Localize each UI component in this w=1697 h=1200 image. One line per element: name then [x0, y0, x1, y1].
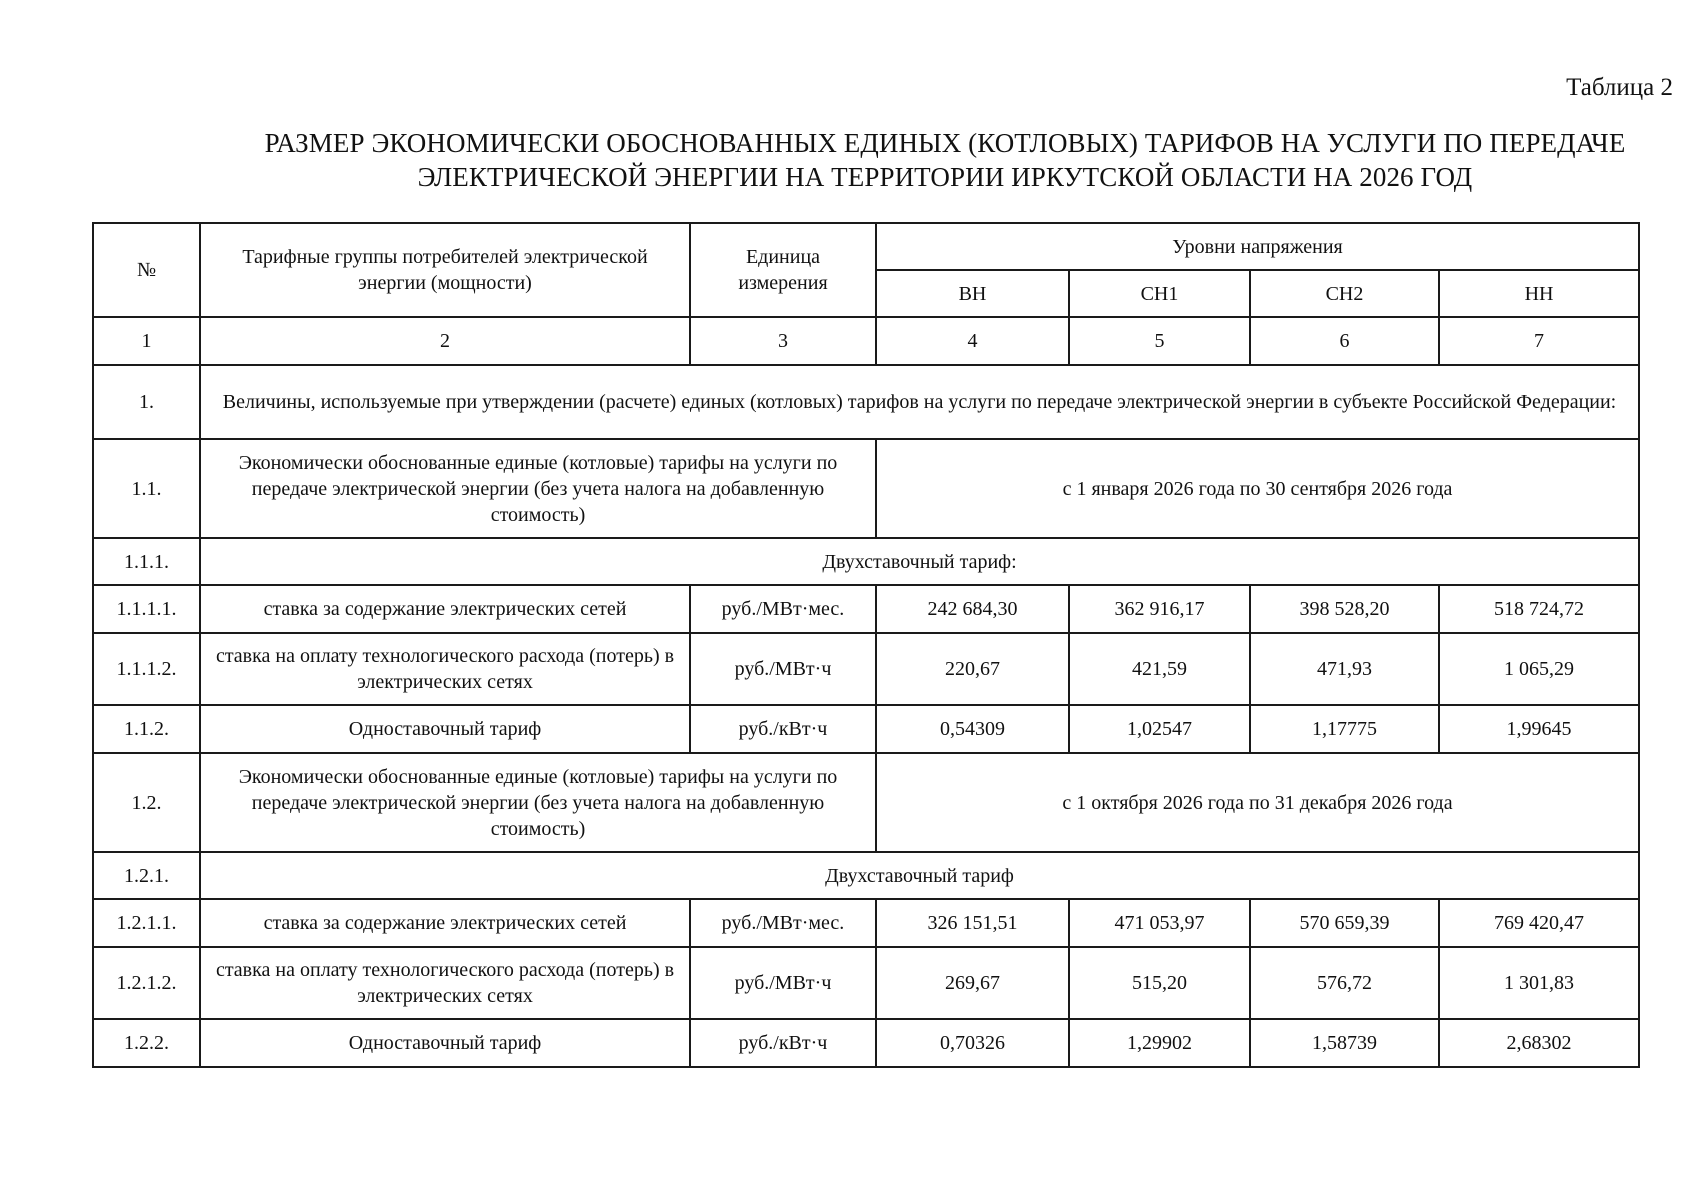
header-vn: ВН	[876, 270, 1069, 317]
document-title-line-2: ЭЛЕКТРИЧЕСКОЙ ЭНЕРГИИ НА ТЕРРИТОРИИ ИРКУТСКОЙ ОБЛАСТИ НА 2026 ГОД	[417, 162, 1473, 192]
value-nn: 2,68302	[1439, 1019, 1639, 1067]
value-sn2: 1,58739	[1250, 1019, 1439, 1067]
value-nn: 769 420,47	[1439, 899, 1639, 947]
column-number: 1	[93, 317, 200, 365]
value-sn2: 576,72	[1250, 947, 1439, 1019]
value-nn: 1,99645	[1439, 705, 1639, 753]
header-sn2: СН2	[1250, 270, 1439, 317]
row-num: 1.2.1.2.	[93, 947, 200, 1019]
table-row	[93, 705, 1639, 753]
column-number: 3	[690, 317, 876, 365]
period-num: 1.2.	[93, 753, 200, 852]
period-row	[93, 753, 1639, 852]
tariff-table	[92, 222, 1640, 1068]
two-rate-row	[93, 538, 1639, 585]
table-row	[93, 899, 1639, 947]
table-label: Таблица 2	[1566, 74, 1673, 101]
column-number: 4	[876, 317, 1069, 365]
row-num: 1.2.1.1.	[93, 899, 200, 947]
row-unit: руб./кВт·ч	[690, 705, 876, 753]
row-name: ставка на оплату технологического расхода (потерь) в электрических сетях	[200, 947, 690, 1019]
row-name: Одноставочный тариф	[200, 1019, 690, 1067]
value-vn: 220,67	[876, 633, 1069, 705]
table-row	[93, 585, 1639, 633]
row-name: ставка за содержание электрических сетей	[200, 899, 690, 947]
period-description: Экономически обоснованные единые (котловые) тарифы на услуги по передаче электрической энергии (без учета налога на добавленную стоимость)	[200, 439, 876, 538]
value-sn2: 570 659,39	[1250, 899, 1439, 947]
column-number: 5	[1069, 317, 1250, 365]
two-rate-label: Двухставочный тариф:	[200, 538, 1639, 585]
row-unit: руб./МВт·мес.	[690, 585, 876, 633]
row-num: 1.1.1.1.	[93, 585, 200, 633]
row-name: Одноставочный тариф	[200, 705, 690, 753]
section-row	[93, 365, 1639, 439]
header-tariff-group: Тарифные группы потребителей электрической энергии (мощности)	[200, 223, 690, 317]
value-sn1: 362 916,17	[1069, 585, 1250, 633]
row-name: ставка за содержание электрических сетей	[200, 585, 690, 633]
value-vn: 269,67	[876, 947, 1069, 1019]
two-rate-label: Двухставочный тариф	[200, 852, 1639, 899]
header-sn1: СН1	[1069, 270, 1250, 317]
table-row	[93, 947, 1639, 1019]
period-num: 1.1.	[93, 439, 200, 538]
header-num: №	[93, 223, 200, 317]
row-unit: руб./МВт·мес.	[690, 899, 876, 947]
column-number: 7	[1439, 317, 1639, 365]
header-unit: Единица измерения	[690, 223, 876, 317]
value-nn: 1 065,29	[1439, 633, 1639, 705]
period-dates: с 1 октября 2026 года по 31 декабря 2026 года	[876, 753, 1639, 852]
column-number: 6	[1250, 317, 1439, 365]
header-row	[93, 223, 1639, 270]
value-sn2: 471,93	[1250, 633, 1439, 705]
value-nn: 518 724,72	[1439, 585, 1639, 633]
two-rate-num: 1.2.1.	[93, 852, 200, 899]
column-number: 2	[200, 317, 690, 365]
value-vn: 242 684,30	[876, 585, 1069, 633]
row-unit: руб./кВт·ч	[690, 1019, 876, 1067]
value-nn: 1 301,83	[1439, 947, 1639, 1019]
value-sn1: 1,29902	[1069, 1019, 1250, 1067]
row-num: 1.1.1.2.	[93, 633, 200, 705]
value-vn: 0,54309	[876, 705, 1069, 753]
value-sn1: 1,02547	[1069, 705, 1250, 753]
value-sn1: 471 053,97	[1069, 899, 1250, 947]
column-number-row	[93, 317, 1639, 365]
row-name: ставка на оплату технологического расхода (потерь) в электрических сетях	[200, 633, 690, 705]
row-unit: руб./МВт·ч	[690, 947, 876, 1019]
two-rate-num: 1.1.1.	[93, 538, 200, 585]
section-text: Величины, используемые при утверждении (расчете) единых (котловых) тарифов на услуги по передаче электрической энергии в субъекте Российской Федерации:	[200, 365, 1639, 439]
header-voltage-levels: Уровни напряжения	[876, 223, 1639, 270]
row-unit: руб./МВт·ч	[690, 633, 876, 705]
table-row	[93, 1019, 1639, 1067]
row-num: 1.2.2.	[93, 1019, 200, 1067]
value-sn2: 1,17775	[1250, 705, 1439, 753]
row-num: 1.1.2.	[93, 705, 200, 753]
two-rate-row	[93, 852, 1639, 899]
period-description: Экономически обоснованные единые (котловые) тарифы на услуги по передаче электрической энергии (без учета налога на добавленную стоимость)	[200, 753, 876, 852]
value-sn2: 398 528,20	[1250, 585, 1439, 633]
document-title-line-1: РАЗМЕР ЭКОНОМИЧЕСКИ ОБОСНОВАННЫХ ЕДИНЫХ (КОТЛОВЫХ) ТАРИФОВ НА УСЛУГИ ПО ПЕРЕДАЧЕ	[264, 128, 1626, 158]
value-sn1: 515,20	[1069, 947, 1250, 1019]
header-nn: НН	[1439, 270, 1639, 317]
section-num: 1.	[93, 365, 200, 439]
value-vn: 326 151,51	[876, 899, 1069, 947]
period-row	[93, 439, 1639, 538]
value-sn1: 421,59	[1069, 633, 1250, 705]
period-dates: с 1 января 2026 года по 30 сентября 2026 года	[876, 439, 1639, 538]
table-row	[93, 633, 1639, 705]
value-vn: 0,70326	[876, 1019, 1069, 1067]
document-title	[205, 126, 1685, 194]
